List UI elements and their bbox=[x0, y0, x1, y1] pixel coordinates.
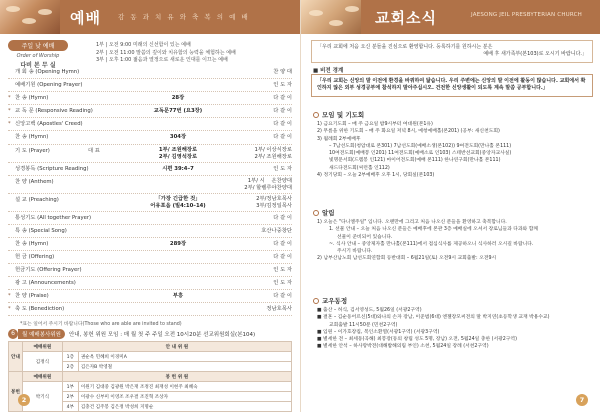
section-line: 1) 금요기도회 – 매 주 금요일 밤9시부터 여대원(본1유) bbox=[317, 122, 433, 127]
worship-item bbox=[8, 212, 292, 225]
worship-item-name: 설 교 (Preaching) bbox=[15, 196, 59, 203]
section-body bbox=[317, 219, 593, 263]
worship-item-name: 교 독 문 (Responsive Reading) bbox=[15, 108, 93, 115]
duty-head: 봉 헌 위 원 bbox=[62, 372, 291, 382]
worship-item-leader: 인 도 자 bbox=[273, 280, 292, 287]
duty-leader: 박기식 bbox=[23, 382, 63, 412]
worship-item-leader: 인 도 자 bbox=[273, 165, 292, 172]
worship-item bbox=[8, 251, 292, 264]
welcome-line: 예배 후 새가족부(본103)로 오시기 바랍니다.」 bbox=[483, 51, 587, 58]
worship-item bbox=[8, 92, 292, 105]
duty-leader: 김정식 bbox=[23, 352, 63, 372]
service-time: 1부 | 오전 9:00 미래의 신선함이 있는 예배 bbox=[96, 42, 191, 48]
worship-item-name: 광 고 (Announcements) bbox=[15, 280, 76, 287]
page-title: 교회소식 bbox=[375, 9, 437, 27]
section-line: 새드다전도회(씨런홀 인112) bbox=[329, 165, 390, 171]
section-line: ■ 출산 – 허식, 김서영성도, 5월26일 (서광2구역) bbox=[317, 308, 422, 313]
worship-item-name: 찬 송 (Hymn) bbox=[15, 95, 49, 102]
worship-item bbox=[8, 290, 292, 303]
worship-item bbox=[8, 79, 292, 92]
section-title bbox=[313, 208, 335, 217]
welcome-box bbox=[311, 40, 593, 63]
duty-table bbox=[8, 341, 292, 412]
worship-item bbox=[8, 264, 292, 277]
section-line: 교회출발 11시50분 (민천2구역) bbox=[329, 322, 398, 328]
duty-names: 권순옥 민혜희 이경미A bbox=[78, 352, 291, 362]
worship-item-leader: 1부/ 이상식장로 2부/ 조원해장로 bbox=[254, 146, 292, 160]
header-photo bbox=[0, 0, 60, 34]
worship-item-name: 헌금기도 (Offering Prayer) bbox=[15, 267, 82, 274]
worship-item-name: 성경봉독 (Scripture Reading) bbox=[15, 165, 89, 172]
worship-item bbox=[8, 303, 292, 316]
worship-item-leader: 다 같 이 bbox=[273, 293, 292, 300]
stand-mark: * bbox=[8, 121, 11, 128]
worship-item-detail: 1부/ 조원해장로 2부/ 김영석장로 bbox=[158, 146, 198, 160]
worship-item-detail: 시편 39:4–7 bbox=[162, 165, 194, 172]
worship-item-detail: 304장 bbox=[169, 134, 187, 141]
welcome-line: 「우리 교회에 처음 오신 분들을 진심으로 환영합니다. 등록하기를 원하시는 분은 bbox=[317, 44, 493, 50]
worship-item-leader: 다 같 이 bbox=[273, 108, 292, 115]
section-line: 빛명문서회(드렘봉 인121) 마이어전도회(예배 본111) 한나연구회(만나홀 본111) bbox=[329, 158, 501, 164]
section-line: 1. 선물 안내 – 오늘 처음 나오신 분들은 예배후에 본관 3층 예배실에 오셔서 장로님들과 다과와 함께 bbox=[329, 227, 538, 233]
worship-item-leader: 다 같 이 bbox=[273, 240, 292, 247]
stand-mark: * bbox=[8, 293, 11, 300]
duty-names: 이광수 신부미 이영조 조우결 조진혁 조상자 bbox=[78, 392, 291, 402]
circle-bullet-icon bbox=[313, 298, 319, 304]
section-line: 3) 월례회 2부예배후 bbox=[317, 136, 361, 142]
duty-title bbox=[8, 329, 255, 339]
section-title bbox=[313, 296, 347, 305]
worship-item-leader: 호산나중창단 bbox=[261, 227, 292, 234]
vision-tag: ■ 비전 경계 bbox=[313, 68, 344, 74]
section-line: 2) 남부산남노회 남선도회연합회 등반대회 – 6월21일(토) 오전9시 교회출발: 오전9시 bbox=[317, 256, 497, 262]
duty-names: 이원기 김대중 김광원 박은재 조정진 최재성 이현주 최혜숙 bbox=[78, 382, 291, 392]
section-line: – 7남선도회(청암대로 본301) 7남선도회(예배소생(본102)) 9여전도회(만나홀 본111) bbox=[329, 143, 512, 149]
worship-item-leader: 찬 양 대 bbox=[273, 69, 292, 75]
service-times bbox=[96, 42, 236, 65]
section-title-label: 모임 및 기도회 bbox=[322, 111, 365, 119]
order-tag: 주일 낮 예배 bbox=[8, 40, 68, 51]
section-line: ■ 별세한 안석 – 하사랑박전(대해밥해의림 부인) 소천, 5월24일 장례 (서천2구역) bbox=[317, 344, 489, 350]
duty-part: 1부 bbox=[62, 382, 78, 392]
church-name: JAESONG JEIL PRESBYTERIAN CHURCH bbox=[471, 12, 583, 18]
section-body bbox=[317, 307, 593, 351]
right-header bbox=[301, 0, 600, 34]
worship-order-list bbox=[8, 66, 292, 316]
worship-item-leader: 다 같 이 bbox=[273, 214, 292, 221]
worship-item-detail: 「가장 긴급한 것」 어유포읍 (빌4:10–14) bbox=[150, 195, 206, 209]
worship-item bbox=[8, 225, 292, 238]
section-line: ■ 결혼 – 김순동어르신(5대)와나의 손자 장남, 이준범(6대) 엔젤장모씨전의 딸 박지연(초등학생 교재 박용수교) bbox=[317, 315, 550, 321]
section-line: ■ 별세한 전 – 최세동(곡해) 최봉장(동의 창립 성도 5명, 장남) 오전, 5월24일 충한 (서광2구역) bbox=[317, 337, 517, 343]
worship-item bbox=[8, 163, 292, 176]
worship-item bbox=[8, 238, 292, 251]
section-title-label: 교우동정 bbox=[322, 297, 348, 305]
worship-item-leader: 정남호목사 bbox=[266, 306, 292, 313]
worship-item-leader: 다 같 이 bbox=[273, 253, 292, 260]
section-line: 4) 정기당회 – 오늘 2부예배후 오후 1시, 당회실(본103) bbox=[317, 173, 435, 179]
duty-head: 예배위원 bbox=[23, 342, 63, 352]
duty-head: 예배위원 bbox=[23, 372, 63, 382]
header-photo bbox=[301, 0, 361, 34]
duty-names: 김은자B 박영철 bbox=[78, 362, 291, 372]
worship-item-name: 찬 송 (Hymn) bbox=[15, 240, 49, 247]
duty-group: 봉헌 bbox=[9, 372, 23, 412]
duty-part: 2부 bbox=[62, 392, 78, 402]
section-line: ~. 식사 안내 – 중앙제자홀 만나홀(본111)에서 점심식사를 제공하오니 식사하러 오시길 바랍니다. bbox=[329, 241, 534, 247]
stand-footnote: *표는 일어서 주시기 바랍니다(Those who are able are invited to stand) bbox=[20, 322, 182, 327]
order-en: Order of Worship bbox=[16, 53, 60, 59]
stand-mark: * bbox=[8, 108, 11, 115]
worship-item-name: 찬 양 (Praise) bbox=[15, 293, 49, 300]
left-header bbox=[0, 0, 300, 34]
worship-item-detail: 28장 bbox=[171, 95, 185, 102]
worship-item-name: 축 도 (Benediction) bbox=[15, 306, 65, 313]
section-line: 2) 무릎을 위한 기도회 – 매 주 화요일 저녁 8시, 예청예배홀(본201) (공부: 새신천도회) bbox=[317, 129, 500, 135]
worship-item-detail: 부흥 bbox=[172, 293, 184, 300]
service-time: 2부 | 오전 11:00 말씀의 깊이와 치유함의 능력을 체험하는 예배 bbox=[96, 49, 236, 56]
page-number: 2 bbox=[18, 394, 30, 406]
section-line: 1) 오늘은 "다니엘주일" 입니다. 오랜만에 그리고 처음 나오신 분들을 환영하고 축복합니다. bbox=[317, 220, 507, 225]
worship-item-detail: 289장 bbox=[169, 240, 187, 247]
right-page bbox=[300, 0, 600, 412]
worship-item-leader: 다 같 이 bbox=[273, 95, 292, 102]
worship-item-name: 통성기도 (All together Prayer) bbox=[15, 214, 92, 221]
duty-part: 2층 bbox=[62, 362, 78, 372]
section-line: ■ 입원 – 이가호장집, 복인소환열(서광1구역) (서광3구역) bbox=[317, 329, 440, 335]
worship-item bbox=[8, 145, 292, 163]
worship-item-leader: 1부/ 시 온찬양대 2부/ 할렐루야찬양대 bbox=[244, 177, 292, 191]
worship-item-leader: 다 같 이 bbox=[273, 134, 292, 141]
duty-part: 1층 bbox=[62, 352, 78, 362]
duty-group: 안내 bbox=[9, 342, 23, 372]
duty-head: 안 내 위 원 bbox=[62, 342, 291, 352]
circle-bullet-icon bbox=[313, 112, 319, 118]
section-line: 10여전도회(예배봉 인201) 11여전도회(예배소로 인103) 스테반선교회(중앙자교사실) bbox=[329, 151, 512, 157]
worship-item bbox=[8, 277, 292, 290]
section-line: 주시기 바랍니다. bbox=[337, 249, 373, 255]
worship-item-name: 헌 금 (Offering) bbox=[15, 253, 55, 260]
worship-item bbox=[8, 176, 292, 194]
section-title bbox=[313, 110, 364, 119]
duty-part: 4부 bbox=[62, 402, 78, 412]
worship-item-name: 기 도 (Prayer) bbox=[15, 147, 50, 154]
section-line: 선물이 준비되어 있습니다. bbox=[337, 234, 393, 240]
duty-names: 김충건 김주봉 김은정 박성희 지명순 bbox=[78, 402, 291, 412]
worship-item-name: 신앙고백 (Apostles' Creed) bbox=[15, 121, 83, 128]
section-note: 안내, 봉헌 위원 모임 : 매 월 첫 주 주일 오전 10시20분 선교위원회실(본104) bbox=[68, 332, 256, 338]
stand-mark: * bbox=[8, 95, 11, 102]
section-body bbox=[317, 121, 593, 179]
worship-item-name: 개 회 송 (Opening Hymn) bbox=[15, 69, 80, 75]
worship-item-leader: 인 도 자 bbox=[273, 82, 292, 89]
worship-item bbox=[8, 66, 292, 79]
worship-item bbox=[8, 194, 292, 212]
worship-item-name: 찬 양 (Anthem) bbox=[15, 178, 54, 185]
section-tag: 월 예배봉사위원 bbox=[18, 329, 65, 339]
worship-item bbox=[8, 105, 292, 118]
page-subtitle: 감 동 과 치 유 와 축 복 의 예 배 bbox=[118, 13, 250, 21]
worship-item-role: 대 표 bbox=[88, 147, 100, 154]
stand-mark: * bbox=[8, 306, 11, 313]
worship-item-name: 찬 송 (Hymn) bbox=[15, 134, 49, 141]
worship-item bbox=[8, 131, 292, 144]
order-of-worship bbox=[8, 40, 68, 69]
order-place: 다비 본 무 실 bbox=[20, 62, 56, 69]
section-number: 6 bbox=[8, 329, 18, 339]
worship-item-detail: 교독문77번 (요3장) bbox=[153, 108, 203, 115]
worship-item-name: 특 송 (Special Song) bbox=[15, 227, 67, 234]
section-title-label: 알림 bbox=[322, 209, 335, 217]
circle-bullet-icon bbox=[313, 210, 319, 216]
worship-item-leader: 인 도 자 bbox=[273, 267, 292, 274]
worship-item-name: 예배기원 (Opening Prayer) bbox=[15, 82, 83, 89]
service-time: 3부 | 오후 1:00 젊음과 열정으로 새로운 인대를 이끄는 예배 bbox=[96, 57, 228, 63]
worship-item-leader: 2부/정남호목사 3부/김정일목사 bbox=[256, 195, 292, 209]
page-title: 예배 bbox=[70, 9, 101, 27]
worship-item bbox=[8, 118, 292, 131]
page-number: 7 bbox=[576, 394, 588, 406]
vision-box: 「우리 교회는 신앙의 말 이전에 환경을 바꿔하여 닮습니다. 우리 주변에는 신앙의 말 이전에 활동이 많습니다. 교회에서 확인하지 않은 외부 성경공부에 참석하지 말아주십시오. 건전한 신앙생활이 되도록 계속 말씀 공부합니다.」 bbox=[311, 74, 593, 97]
worship-item-leader: 다 같 이 bbox=[273, 121, 292, 128]
